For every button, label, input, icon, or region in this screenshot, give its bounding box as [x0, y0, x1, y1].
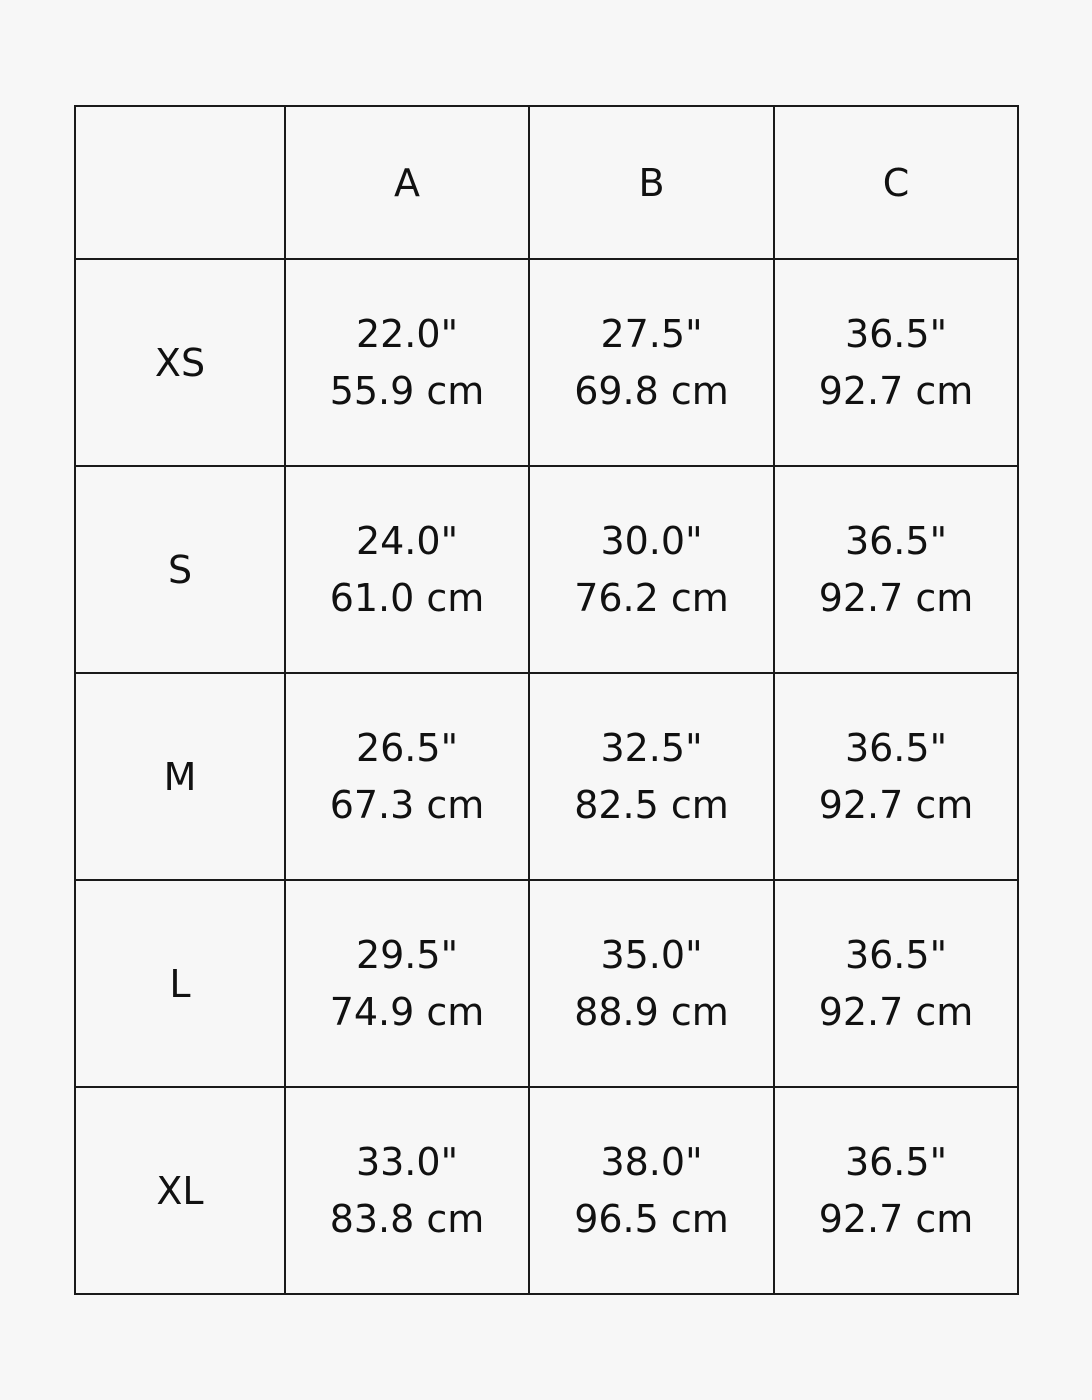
table-row	[75, 1087, 1018, 1294]
cm-value: 67.3 cm	[329, 782, 485, 827]
inches-value: 29.5"	[355, 932, 459, 977]
cm-value: 92.7 cm	[818, 368, 974, 413]
table-row	[75, 673, 1018, 880]
table-row	[75, 466, 1018, 673]
inches-value: 35.0"	[600, 932, 703, 977]
measurement-cell	[774, 673, 1018, 880]
cm-value: 69.8 cm	[574, 368, 729, 413]
size-label: XS	[75, 259, 285, 466]
size-label: M	[75, 673, 285, 880]
cm-value: 82.5 cm	[574, 782, 729, 827]
corner-cell	[75, 106, 285, 259]
cm-value: 88.9 cm	[574, 989, 729, 1034]
measurement-cell	[529, 673, 774, 880]
size-label: S	[75, 466, 285, 673]
table-row	[75, 880, 1018, 1087]
cm-value: 55.9 cm	[329, 368, 485, 413]
measurement-cell	[774, 1087, 1018, 1294]
size-label: XL	[75, 1087, 285, 1294]
cm-value: 92.7 cm	[818, 989, 974, 1034]
inches-value: 33.0"	[355, 1139, 459, 1184]
cm-value: 96.5 cm	[574, 1196, 729, 1241]
inches-value: 36.5"	[844, 518, 948, 563]
header-row	[75, 106, 1018, 259]
measurement-cell	[285, 673, 529, 880]
cm-value: 92.7 cm	[818, 575, 974, 620]
inches-value: 26.5"	[355, 725, 459, 770]
measurement-cell	[774, 880, 1018, 1087]
measurement-cell	[774, 466, 1018, 673]
measurement-cell	[529, 259, 774, 466]
cm-value: 92.7 cm	[818, 782, 974, 827]
cm-value: 74.9 cm	[329, 989, 485, 1034]
inches-value: 32.5"	[600, 725, 703, 770]
table-row	[75, 259, 1018, 466]
measurement-cell	[285, 1087, 529, 1294]
measurement-cell	[529, 466, 774, 673]
column-header-c: C	[774, 106, 1018, 259]
inches-value: 30.0"	[600, 518, 703, 563]
measurement-cell	[774, 259, 1018, 466]
size-chart-table	[74, 105, 1019, 1295]
inches-value: 22.0"	[355, 311, 459, 356]
cm-value: 83.8 cm	[329, 1196, 485, 1241]
column-header-b: B	[529, 106, 774, 259]
measurement-cell	[529, 1087, 774, 1294]
measurement-cell	[529, 880, 774, 1087]
column-header-a: A	[285, 106, 529, 259]
cm-value: 61.0 cm	[329, 575, 485, 620]
cm-value: 92.7 cm	[818, 1196, 974, 1241]
inches-value: 27.5"	[600, 311, 703, 356]
inches-value: 36.5"	[844, 932, 948, 977]
measurement-cell	[285, 259, 529, 466]
inches-value: 38.0"	[600, 1139, 703, 1184]
inches-value: 36.5"	[844, 725, 948, 770]
measurement-cell	[285, 466, 529, 673]
cm-value: 76.2 cm	[574, 575, 729, 620]
inches-value: 36.5"	[844, 311, 948, 356]
size-label: L	[75, 880, 285, 1087]
inches-value: 24.0"	[355, 518, 459, 563]
inches-value: 36.5"	[844, 1139, 948, 1184]
measurement-cell	[285, 880, 529, 1087]
